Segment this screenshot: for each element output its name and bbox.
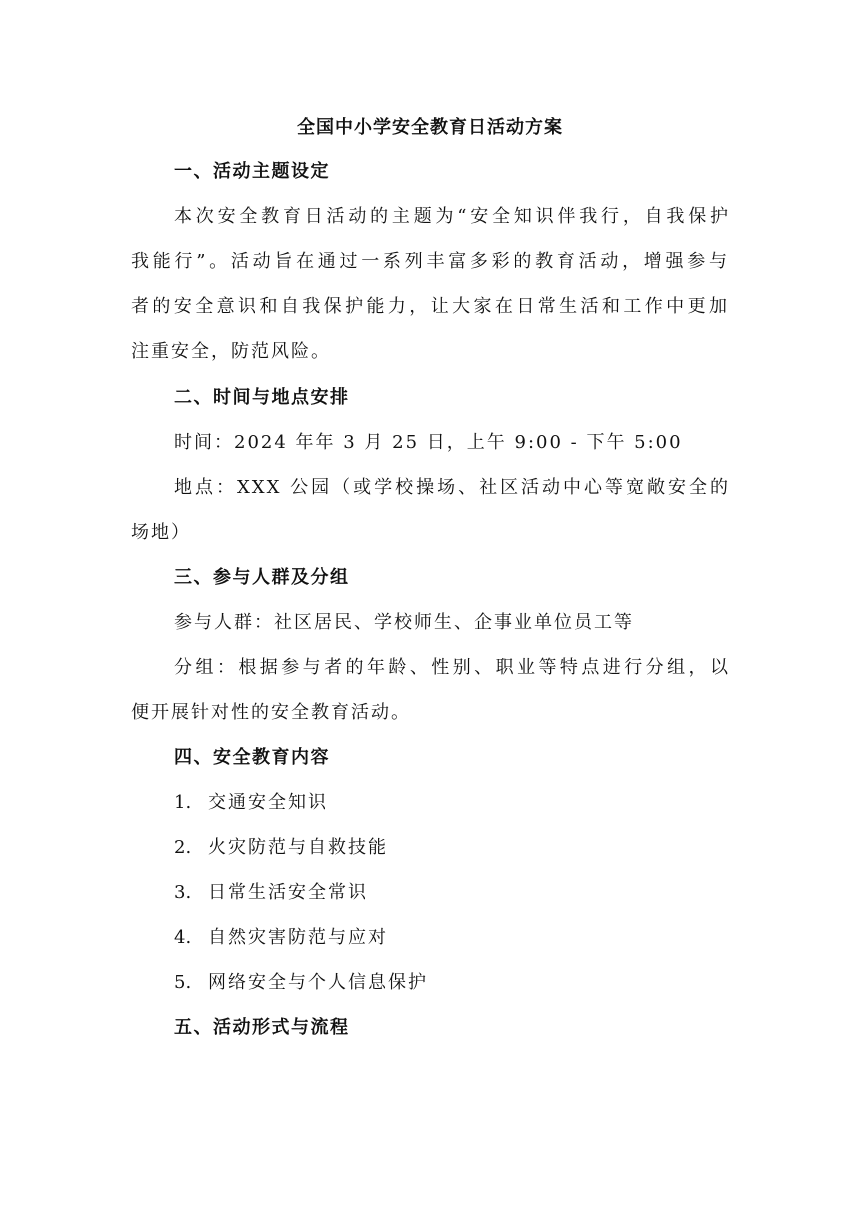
list-item (174, 969, 734, 997)
list-item (174, 879, 734, 907)
paragraph-line: 本次安全教育日活动的主题为“安全知识伴我行，自我保护 (174, 206, 730, 227)
paragraph-line: 者的安全意识和自我保护能力，让大家在日常生活和工作中更加 (131, 296, 729, 317)
list-item-number: 3. (174, 882, 192, 903)
list-item (174, 924, 734, 952)
section-heading-participants: 三、参与人群及分组 (174, 567, 350, 588)
grouping-line: 分组：根据参与者的年龄、性别、职业等特点进行分组，以 (174, 657, 730, 678)
list-item-text: 火灾防范与自救技能 (208, 837, 388, 858)
list-item-text: 交通安全知识 (208, 792, 328, 813)
list-item-number: 2. (174, 837, 192, 858)
document-title: 全国中小学安全教育日活动方案 (297, 117, 563, 138)
list-item-text: 自然灾害防范与应对 (208, 927, 388, 948)
list-item (174, 834, 734, 862)
paragraph-line: 我能行”。活动旨在通过一系列丰富多彩的教育活动，增强参与 (131, 251, 729, 272)
place-line: 地点：XXX 公园（或学校操场、社区活动中心等宽敞安全的 (174, 477, 730, 498)
section-heading-format: 五、活动形式与流程 (174, 1017, 350, 1038)
list-item-number: 5. (174, 972, 192, 993)
section-heading-content: 四、安全教育内容 (174, 747, 330, 768)
participants-line: 参与人群：社区居民、学校师生、企事业单位员工等 (174, 612, 634, 633)
paragraph-line: 注重安全，防范风险。 (131, 341, 331, 362)
list-item (174, 789, 734, 817)
section-heading-time-place: 二、时间与地点安排 (174, 387, 350, 408)
grouping-line-continued: 便开展针对性的安全教育活动。 (131, 702, 411, 723)
list-item-number: 4. (174, 927, 192, 948)
section-heading-theme: 一、活动主题设定 (174, 161, 330, 182)
list-item-text: 日常生活安全常识 (208, 882, 368, 903)
list-item-number: 1. (174, 792, 192, 813)
place-line-continued: 场地） (131, 522, 191, 543)
list-item-text: 网络安全与个人信息保护 (208, 972, 428, 993)
time-line: 时间：2024 年年 3 月 25 日，上午 9:00 - 下午 5:00 (174, 432, 683, 453)
